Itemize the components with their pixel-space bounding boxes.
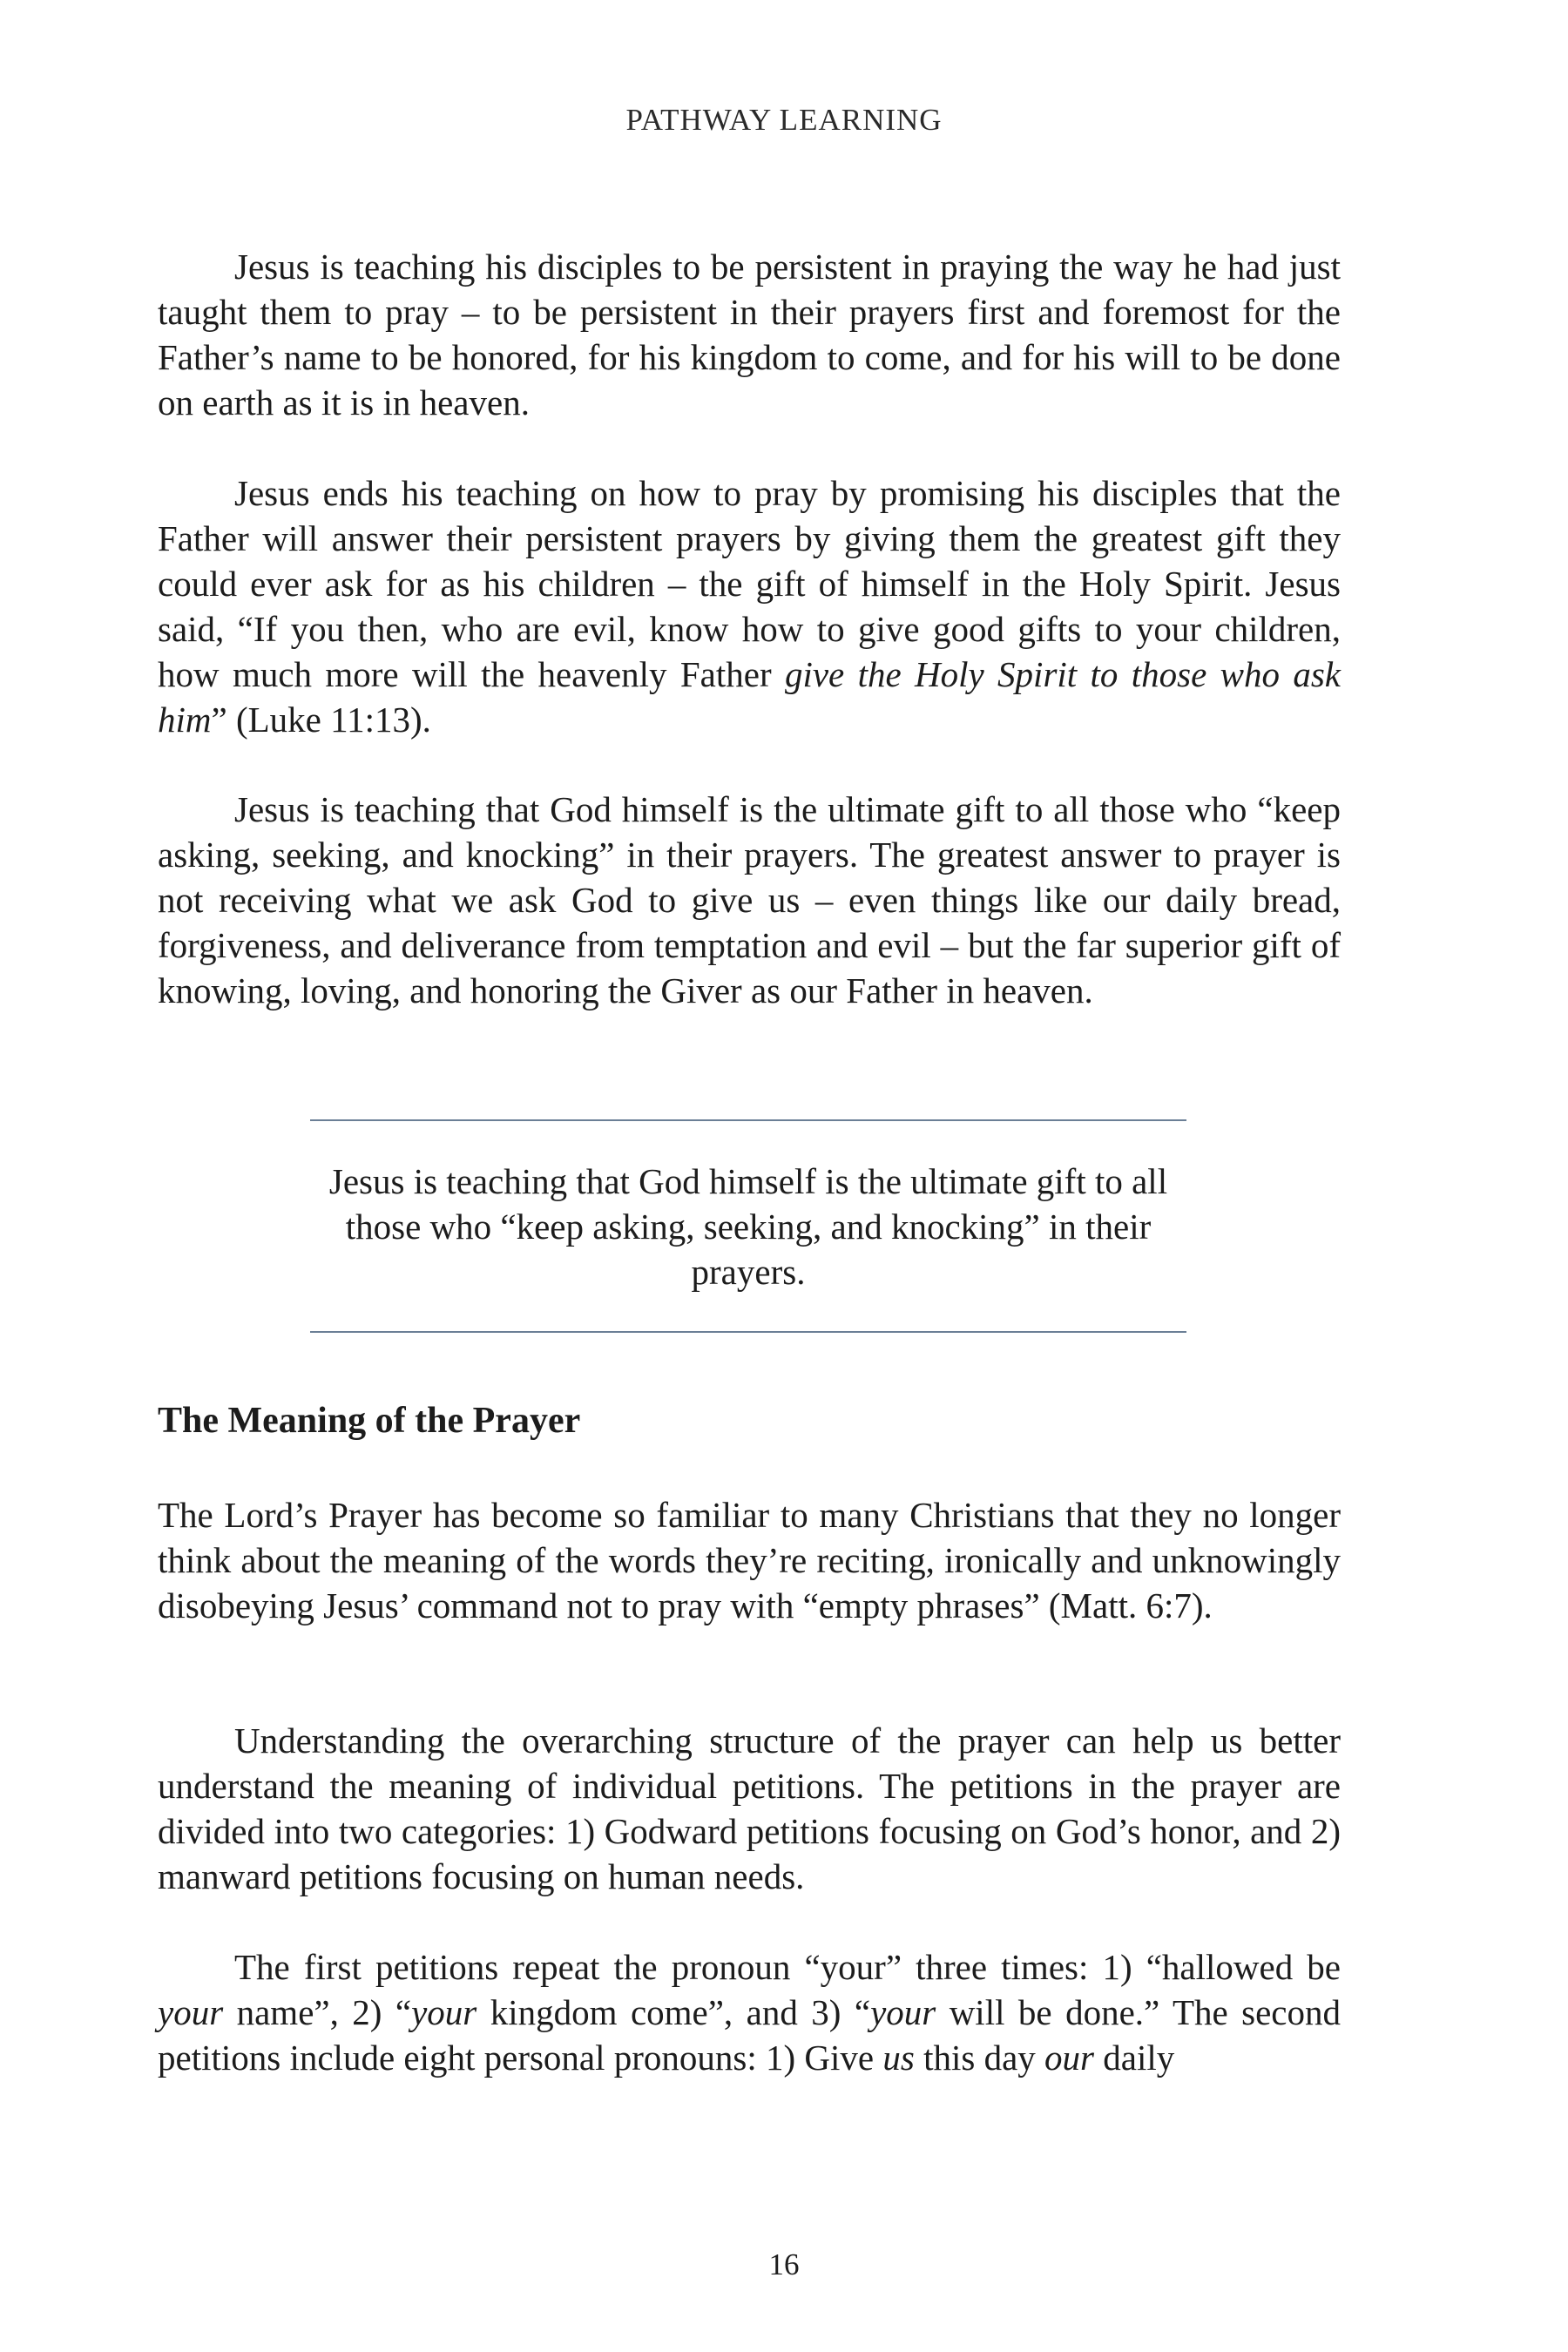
paragraph-text-part: will be done.” The second petitions include eight personal pronouns: 1) Give bbox=[158, 1992, 1341, 2078]
page-number: 16 bbox=[768, 2247, 800, 2281]
scripture-emphasis: give the Holy Spirit to those who ask him bbox=[158, 654, 1341, 740]
scripture-reference: ” (Luke 11:13). bbox=[211, 700, 431, 740]
paragraph-text bbox=[158, 470, 1341, 742]
pull-quote-bottom-rule bbox=[310, 1331, 1186, 1333]
body-paragraph bbox=[158, 1492, 1341, 1628]
paragraph-text-part: daily bbox=[1094, 2038, 1175, 2078]
paragraph-text: Understanding the overarching structure of the prayer can help us better understand the meaning of individual petitions. The petitions in the prayer are divided into two categories: 1) Godward petitions focusing on God’s honor, and 2) manward petitions focusing on human needs. bbox=[158, 1720, 1341, 1896]
paragraph-text bbox=[158, 1944, 1341, 2080]
body-paragraph bbox=[158, 1944, 1341, 2080]
paragraph-text: Jesus is teaching his disciples to be persistent in praying the way he had just taught them to pray – to be persistent in their prayers first and foremost for the Father’s name to be honored, for his kingdom to come, and for his will to be done on earth as it is in heaven. bbox=[158, 247, 1341, 422]
pronoun-emphasis: us bbox=[882, 2038, 915, 2078]
paragraph-text-part: Jesus ends his teaching on how to pray by promising his disciples that the Father will answer their persistent prayers by giving them the greatest gift they could ever ask for as his children – the gift of himself in the Holy Spirit. Jesus said, “If you then, who are evil, know how to give good gifts to your children, how much more will the heavenly Father bbox=[158, 473, 1341, 694]
pull-quote-text: Jesus is teaching that God himself is the ultimate gift to all those who “keep asking, seeking, and knocking” in their prayers. bbox=[328, 1161, 1168, 1292]
paragraph-text-part: name”, 2) “ bbox=[223, 1992, 412, 2032]
paragraph-text-part: kingdom come”, and 3) “ bbox=[476, 1992, 871, 2032]
pull-quote-top-rule bbox=[310, 1119, 1186, 1121]
running-header: PATHWAY LEARNING bbox=[625, 103, 943, 137]
paragraph-text: The Lord’s Prayer has become so familiar to many Christians that they no longer think about the meaning of the words they’re reciting, ironically and unknowingly disobeying Jesus’ command not to pray with “empty phrases” (Matt. 6:7). bbox=[158, 1495, 1341, 1625]
pull-quote bbox=[310, 1159, 1186, 1294]
body-paragraph bbox=[158, 470, 1341, 742]
body-paragraph bbox=[158, 787, 1341, 1013]
paragraph-text-part: this day bbox=[914, 2038, 1045, 2078]
pronoun-emphasis: your bbox=[158, 1992, 224, 2032]
pronoun-emphasis: our bbox=[1044, 2038, 1094, 2078]
body-paragraph bbox=[158, 1718, 1341, 1899]
body-paragraph bbox=[158, 244, 1341, 425]
paragraph-text: Jesus is teaching that God himself is the ultimate gift to all those who “keep asking, seeking, and knocking” in their prayers. The greatest answer to prayer is not receiving what we ask God to give us – even things like our daily bread, forgiveness, and deliverance from temptation and evil – but the far superior gift of knowing, loving, and honoring the Giver as our Father in heaven. bbox=[158, 789, 1341, 1010]
section-heading: The Meaning of the Prayer bbox=[158, 1401, 581, 1441]
paragraph-text-part: The first petitions repeat the pronoun “your” three times: 1) “hallowed be bbox=[234, 1947, 1341, 1987]
pronoun-emphasis: your bbox=[411, 1992, 477, 2032]
pronoun-emphasis: your bbox=[870, 1992, 936, 2032]
